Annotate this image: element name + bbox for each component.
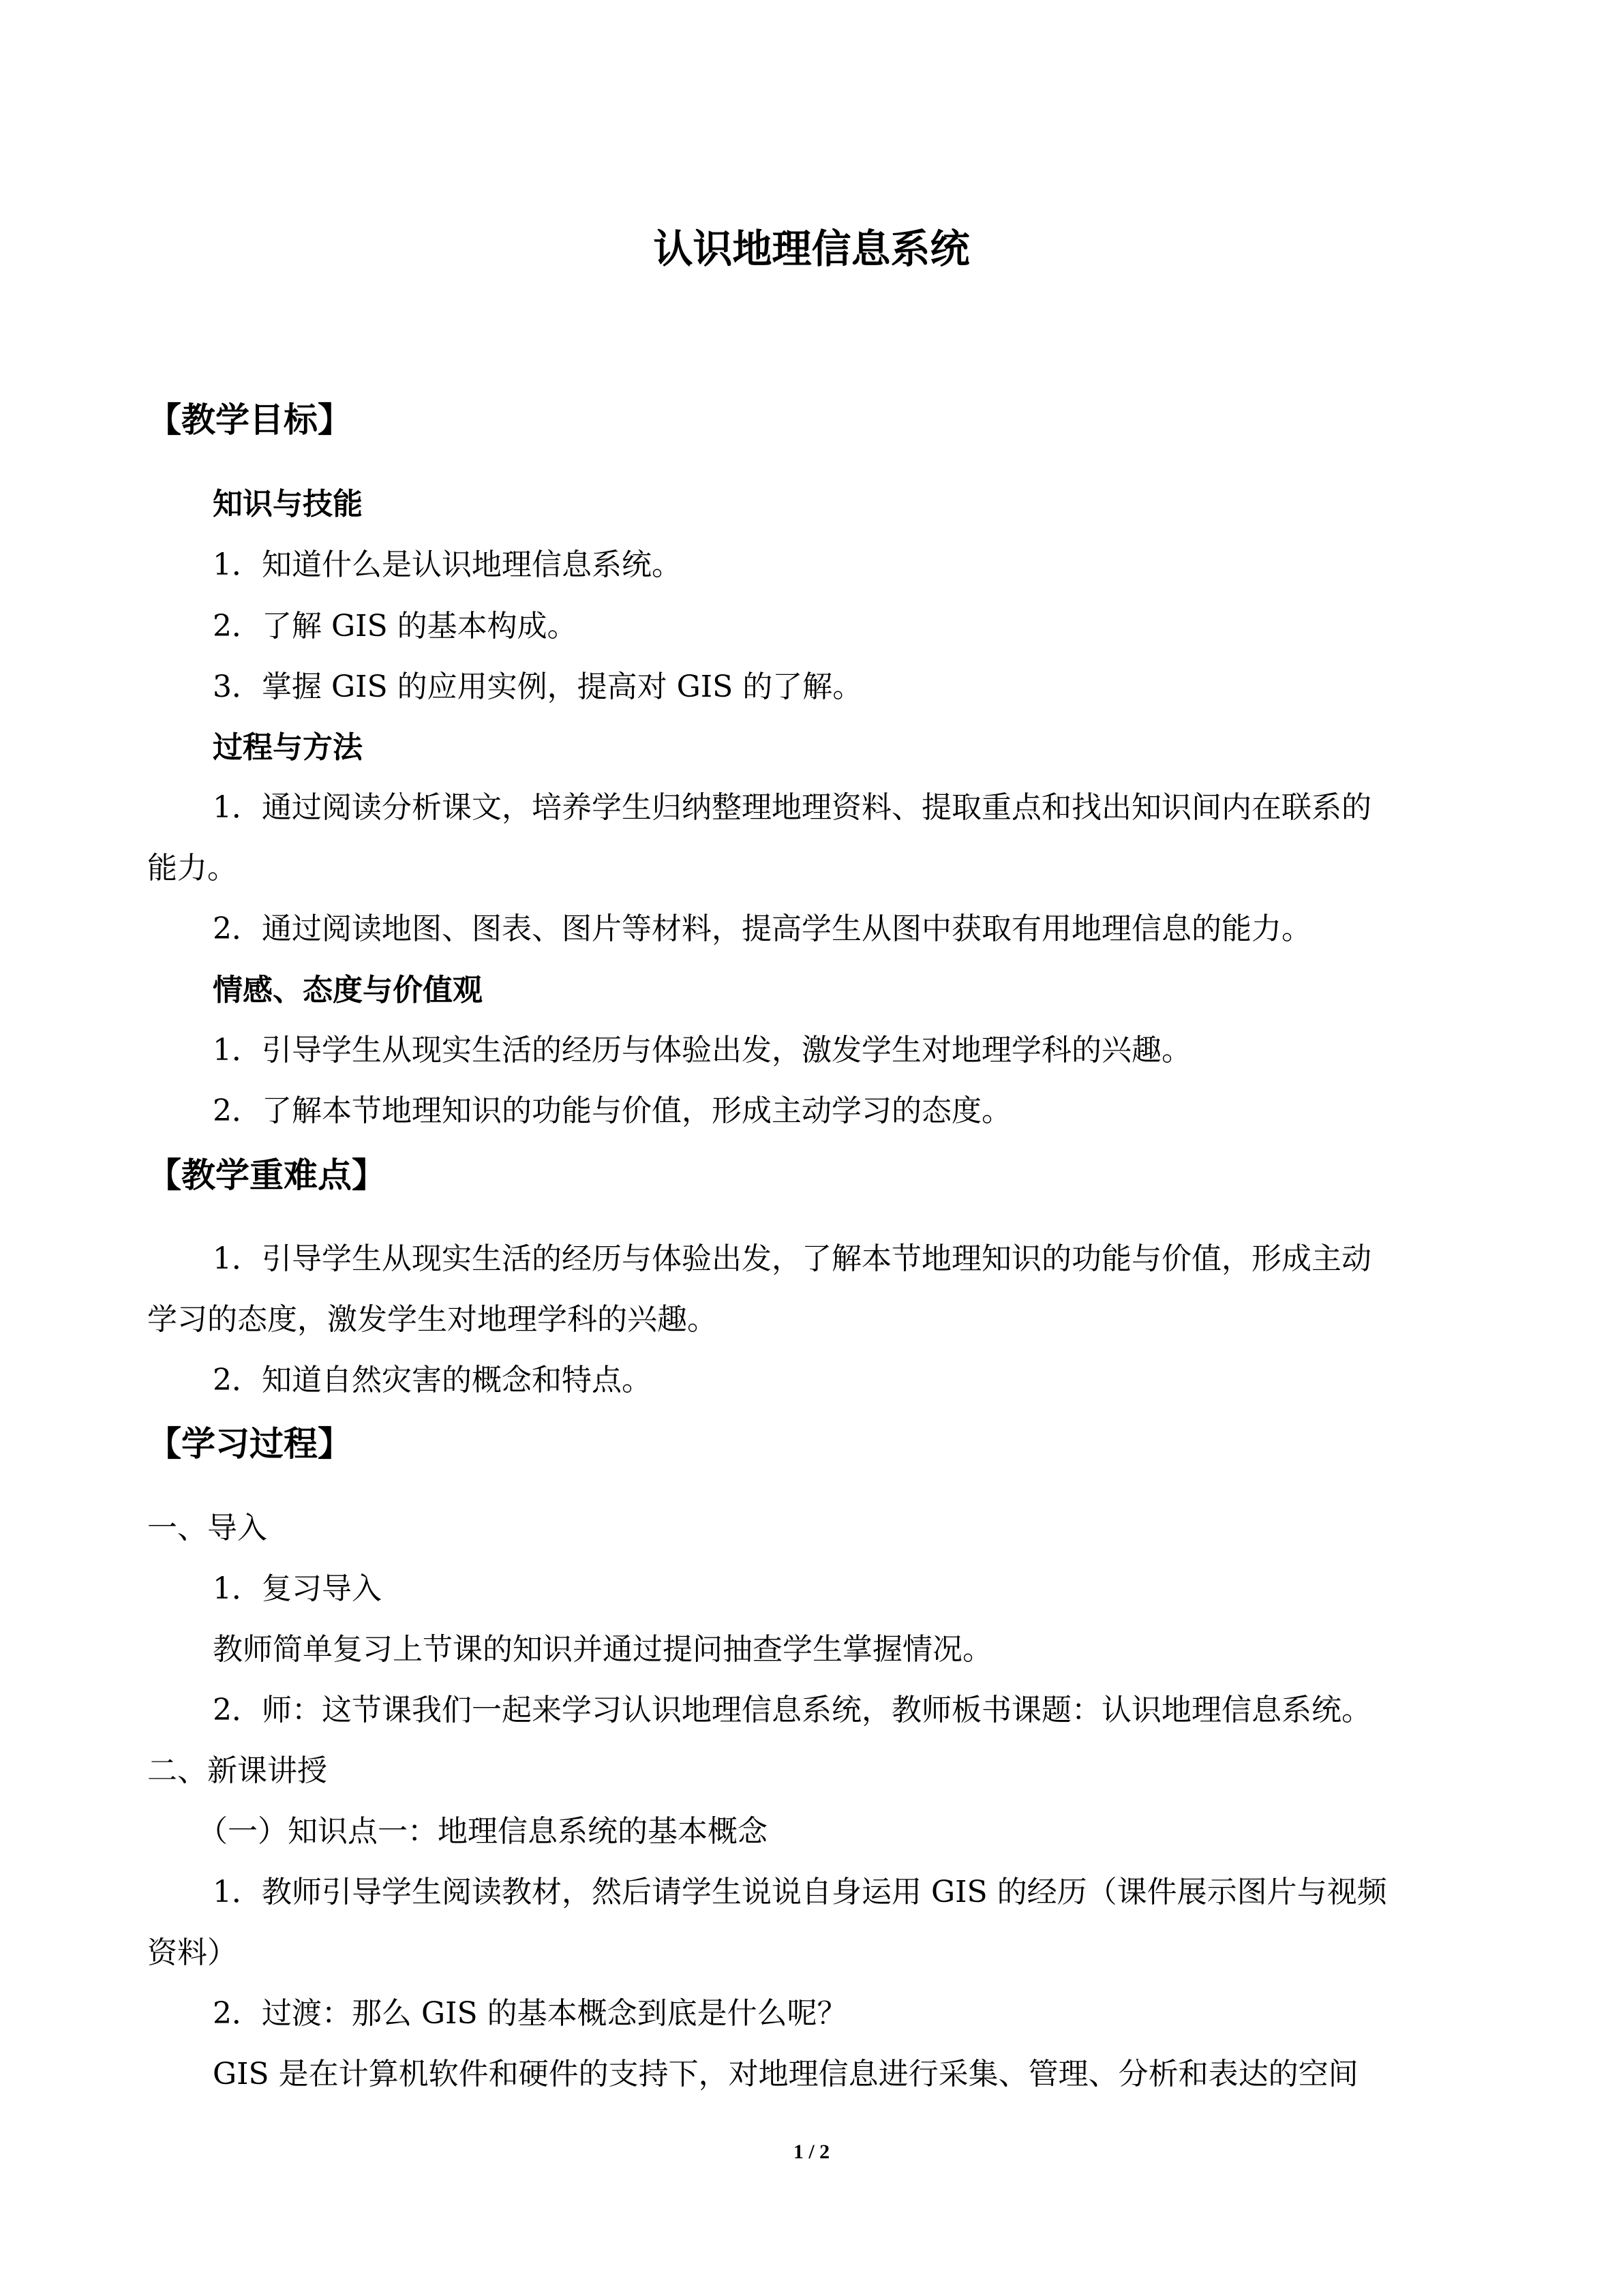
- page-title: 认识地理信息系统: [653, 226, 970, 272]
- paragraph: 1．复习导入: [213, 1571, 382, 1606]
- paragraph: 2．师：这节课我们一起来学习认识地理信息系统，教师板书课题：认识地理信息系统。: [213, 1693, 1371, 1727]
- subheading-process: 过程与方法: [213, 730, 363, 765]
- paragraph: 二、新课讲授: [147, 1753, 327, 1788]
- paragraph: 2．通过阅读地图、图表、图片等材料，提高学生从图中获取有用地理信息的能力。: [213, 911, 1311, 946]
- paragraph: 2．知道自然灾害的概念和特点。: [213, 1363, 652, 1398]
- subheading-attitude: 情感、态度与价值观: [213, 973, 483, 1008]
- section-heading-objectives: 【教学目标】: [147, 400, 352, 440]
- paragraph: 教师简单复习上节课的知识并通过提问抽查学生掌握情况。: [213, 1632, 992, 1667]
- paragraph: 2．过渡：那么 GIS 的基本概念到底是什么呢？: [213, 1996, 847, 2031]
- subheading-knowledge: 知识与技能: [213, 487, 363, 522]
- paragraph: 1．教师引导学生阅读教材，然后请学生说说自身运用 GIS 的经历（课件展示图片与视频: [213, 1875, 1387, 1909]
- section-heading-key-points: 【教学重难点】: [147, 1155, 386, 1195]
- paragraph-continuation: 学习的态度，激发学生对地理学科的兴趣。: [147, 1302, 717, 1337]
- paragraph: 1．引导学生从现实生活的经历与体验出发，了解本节地理知识的功能与价值，形成主动: [213, 1241, 1371, 1276]
- paragraph: 2．了解 GIS 的基本构成。: [213, 609, 577, 644]
- section-heading-learning-process: 【学习过程】: [147, 1424, 352, 1464]
- paragraph-continuation: 资料）: [147, 1935, 237, 1970]
- paragraph: 一、导入: [147, 1511, 267, 1545]
- paragraph-continuation: 能力。: [147, 851, 237, 886]
- paragraph: 1．引导学生从现实生活的经历与体验出发，激发学生对地理学科的兴趣。: [213, 1033, 1192, 1068]
- paragraph: 3．掌握 GIS 的应用实例，提高对 GIS 的了解。: [213, 669, 863, 704]
- paragraph: 1．通过阅读分析课文，培养学生归纳整理地理资料、提取重点和找出知识间内在联系的: [213, 790, 1371, 825]
- paragraph: GIS 是在计算机软件和硬件的支持下，对地理信息进行采集、管理、分析和表达的空间: [213, 2057, 1359, 2091]
- paragraph: 1．知道什么是认识地理信息系统。: [213, 547, 682, 582]
- paragraph: 2．了解本节地理知识的功能与价值，形成主动学习的态度。: [213, 1093, 1012, 1128]
- paragraph: （一）知识点一：地理信息系统的基本概念: [198, 1814, 768, 1849]
- page-number: 1 / 2: [793, 2141, 830, 2163]
